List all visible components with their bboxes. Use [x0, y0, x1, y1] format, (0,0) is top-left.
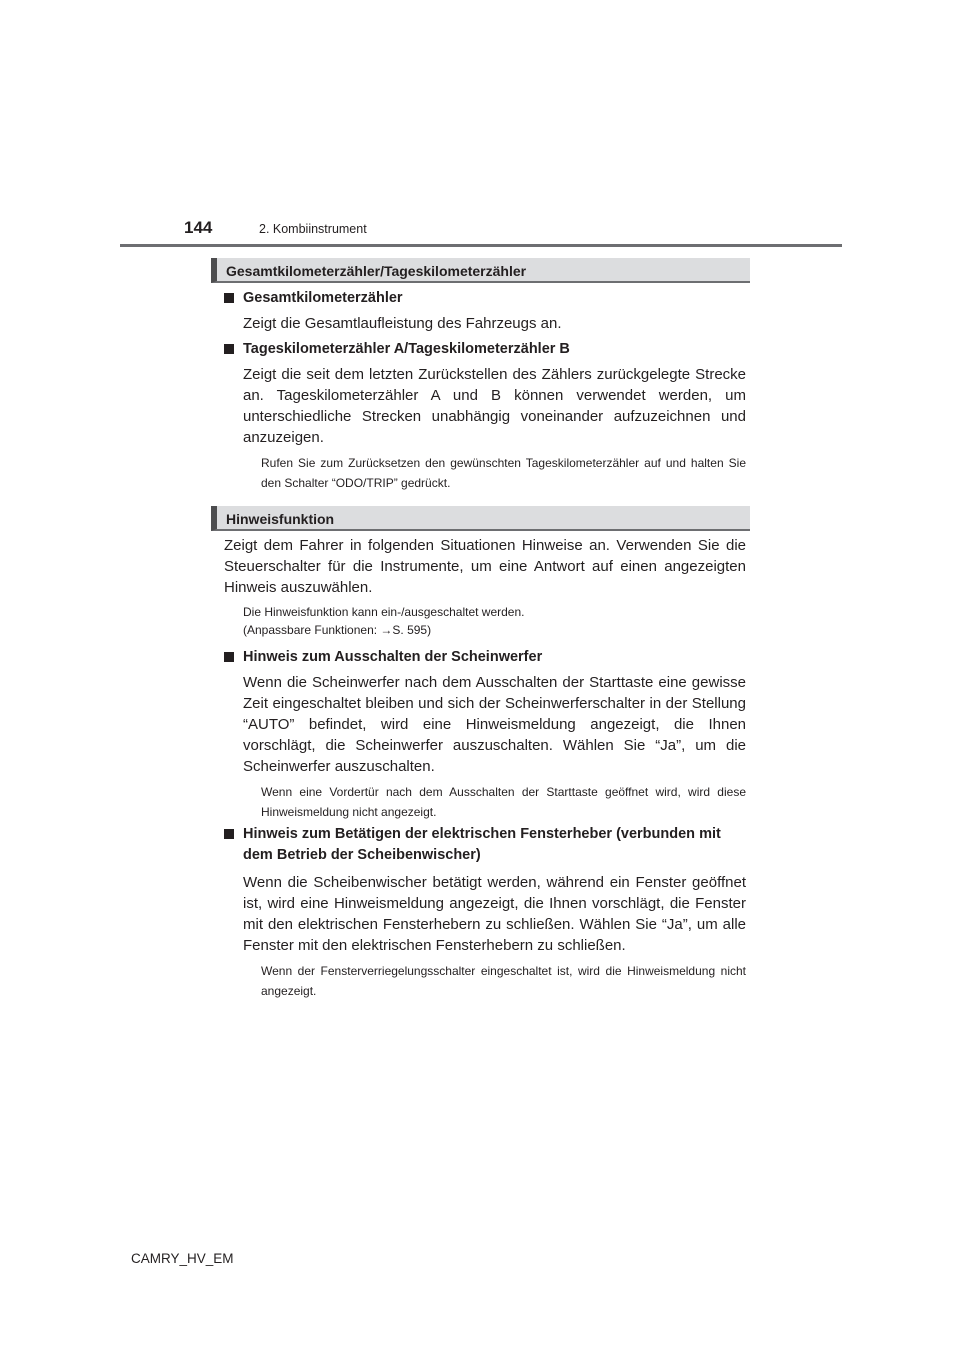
paragraph-reminder-intro: Zeigt dem Fahrer in folgenden Situationen Hinweise an. Verwenden Sie die Steuerschalter für die Instrumente, um eine Antwort auf einen angezeigten Hinweis auszuwählen.: [224, 537, 746, 596]
square-bullet-icon: [224, 293, 234, 303]
subheading-odometer: Gesamtkilometerzähler: [224, 288, 746, 309]
section-title: Hinweisfunktion: [226, 511, 335, 527]
model-code: CAMRY_HV_EM: [131, 1251, 234, 1266]
section-heading-reminder: [211, 506, 750, 531]
note-headlight-reminder: Wenn eine Vordertür nach dem Ausschalten der Starttaste geöffnet wird, wird diese Hinweismeldung nicht angezeigt.: [261, 785, 746, 819]
paragraph-headlight-reminder: Wenn die Scheinwerfer nach dem Ausschalten der Starttaste eine gewisse Zeit eingeschaltet bleiben und sich der Scheinwerferschalter in der Stellung “AUTO” befindet, wird eine Hinweismeldung angezeigt, die Ihnen vorschlägt, die Scheinwerfer auszuschalten. Wählen Sie “Ja”, um die Scheinwerfer auszuschalten.: [243, 674, 746, 775]
chapter-title: 2. Kombiinstrument: [259, 222, 367, 236]
square-bullet-icon: [224, 829, 234, 839]
paragraph-window-reminder: Wenn die Scheibenwischer betätigt werden, während ein Fenster geöffnet ist, wird eine Hinweismeldung angezeigt, die Ihnen vorschlägt, die Fenster mit den elektrischen Fensterhebern zu schließen. Wählen Sie “Ja”, um alle Fenster mit den elektrischen Fensterhebern zu schließen.: [243, 874, 746, 954]
note-reminder-toggle: Die Hinweisfunktion kann ein-/ausgeschaltet werden. (Anpassbare Funktionen: →S. 595): [243, 605, 525, 637]
subheading-headlight-reminder: Hinweis zum Ausschalten der Scheinwerfer: [224, 647, 746, 668]
square-bullet-icon: [224, 344, 234, 354]
note-window-reminder: Wenn der Fensterverriegelungsschalter eingeschaltet ist, wird die Hinweismeldung nicht angezeigt.: [261, 964, 746, 998]
header-rule: [120, 244, 842, 247]
section-heading-odometer: [211, 258, 750, 283]
section-title: Gesamtkilometerzähler/Tageskilometerzähler: [226, 263, 527, 279]
page-number: 144: [184, 218, 213, 237]
square-bullet-icon: [224, 652, 234, 662]
subheading-tripmeter: Tageskilometerzähler A/Tageskilometerzähler B: [224, 339, 746, 360]
paragraph-tripmeter: Zeigt die seit dem letzten Zurückstellen des Zählers zurückgelegte Strecke an. Tageskilometerzähler A und B können verwendet werden, um unterschiedliche Strecken unabhängig voneinander aufzuzeichnen und anzuzeigen.: [243, 366, 746, 446]
subheading-window-reminder: Hinweis zum Betätigen der elektrischen Fensterheber (verbunden mit dem Betrieb der Scheibenwischer): [224, 824, 746, 866]
note-tripmeter-reset: Rufen Sie zum Zurücksetzen den gewünschten Tageskilometerzähler auf und halten Sie den Schalter “ODO/TRIP” gedrückt.: [261, 456, 746, 490]
paragraph-odometer: Zeigt die Gesamtlaufleistung des Fahrzeugs an.: [243, 315, 562, 332]
